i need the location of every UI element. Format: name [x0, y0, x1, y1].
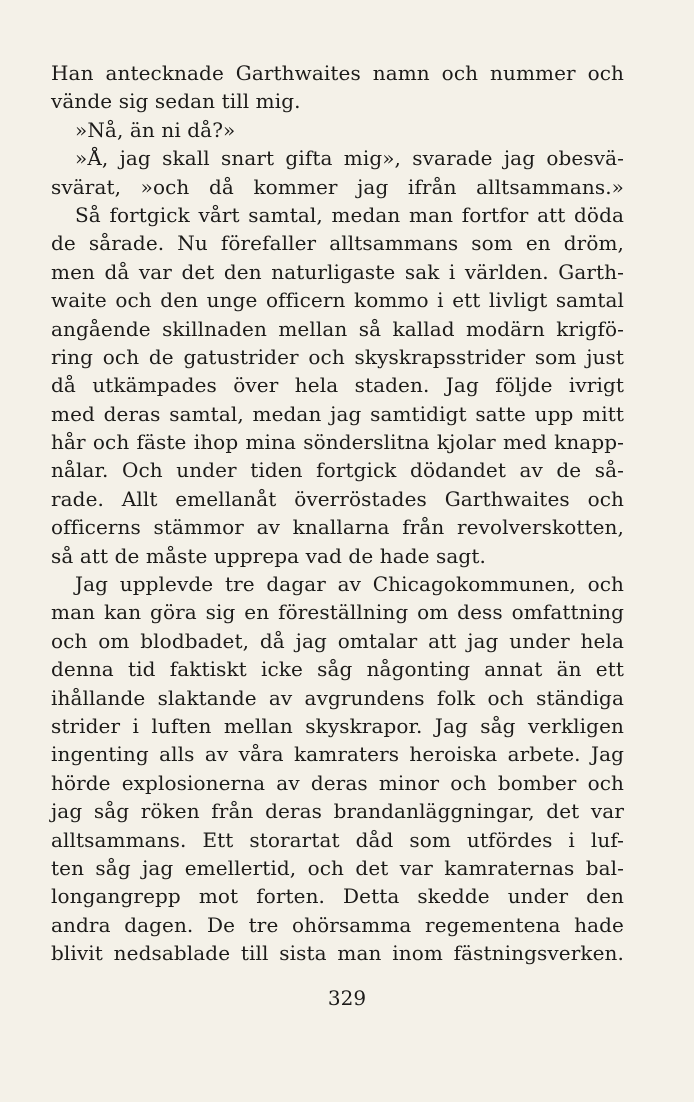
text-line: longangrepp mot forten. Detta skedde under den: [51, 884, 624, 909]
text-line: »Å, jag skall snart gifta mig», svarade jag obesvä-: [75, 146, 624, 171]
text-line: Så fortgick vårt samtal, medan man fortfor att döda: [75, 202, 624, 227]
text-line: rade. Allt emellanåt överröstades Garthwaites och: [51, 486, 624, 511]
text-line: jag såg röken från deras brandanläggningar, det var: [51, 799, 624, 824]
page-number: 329: [327, 986, 367, 1010]
text-line: nålar. Och under tiden fortgick dödandet av de så-: [51, 458, 624, 483]
text-line: waite och den unge officern kommo i ett livligt samtal: [51, 288, 624, 313]
text-line: Han antecknade Garthwaites namn och nummer och: [51, 61, 624, 85]
text-line: »Nå, än ni då?»: [75, 117, 236, 142]
text-line: hörde explosionerna av deras minor och bomber och: [51, 770, 624, 795]
text-line: vände sig sedan till mig.: [51, 89, 301, 114]
text-line: denna tid faktiskt icke såg någonting annat än ett: [51, 657, 624, 682]
text-line: ihållande slaktande av avgrundens folk och ständiga: [51, 685, 624, 710]
body-text: [51, 59, 624, 968]
text-line: strider i luften mellan skyskrapor. Jag såg verkligen: [51, 713, 624, 738]
text-line: med deras samtal, medan jag samtidigt satte upp mitt: [51, 401, 624, 426]
text-line: svärat, »och då kommer jag ifrån alltsammans.»: [51, 174, 624, 199]
text-line: man kan göra sig en föreställning om dess omfattning: [51, 600, 624, 625]
text-line: så att de måste upprepa vad de hade sagt.: [51, 543, 486, 568]
text-line: alltsammans. Ett storartat dåd som utfördes i luf-: [51, 827, 624, 852]
text-line: angående skillnaden mellan så kallad modärn krigfö-: [51, 316, 624, 341]
text-line: andra dagen. De tre ohörsamma regementena hade: [51, 912, 624, 937]
text-line: blivit nedsablade till sista man inom fästningsverken.: [51, 941, 624, 966]
text-line: då utkämpades över hela staden. Jag följde ivrigt: [51, 373, 624, 398]
text-line: officerns stämmor av knallarna från revolverskotten,: [51, 515, 624, 540]
text-line: de sårade. Nu förefaller alltsammans som en dröm,: [51, 231, 624, 256]
text-line: ingenting alls av våra kamraters heroiska arbete. Jag: [51, 742, 624, 767]
text-line: hår och fäste ihop mina sönderslitna kjolar med knapp-: [51, 430, 624, 455]
text-line: och om blodbadet, då jag omtalar att jag under hela: [51, 628, 624, 653]
text-line: men då var det den naturligaste sak i världen. Garth-: [51, 259, 624, 284]
text-line: ring och de gatustrider och skyskrapsstrider som just: [51, 344, 624, 369]
text-line: ten såg jag emellertid, och det var kamraternas bal-: [51, 855, 624, 880]
text-line: Jag upplevde tre dagar av Chicagokommunen, och: [75, 572, 624, 597]
